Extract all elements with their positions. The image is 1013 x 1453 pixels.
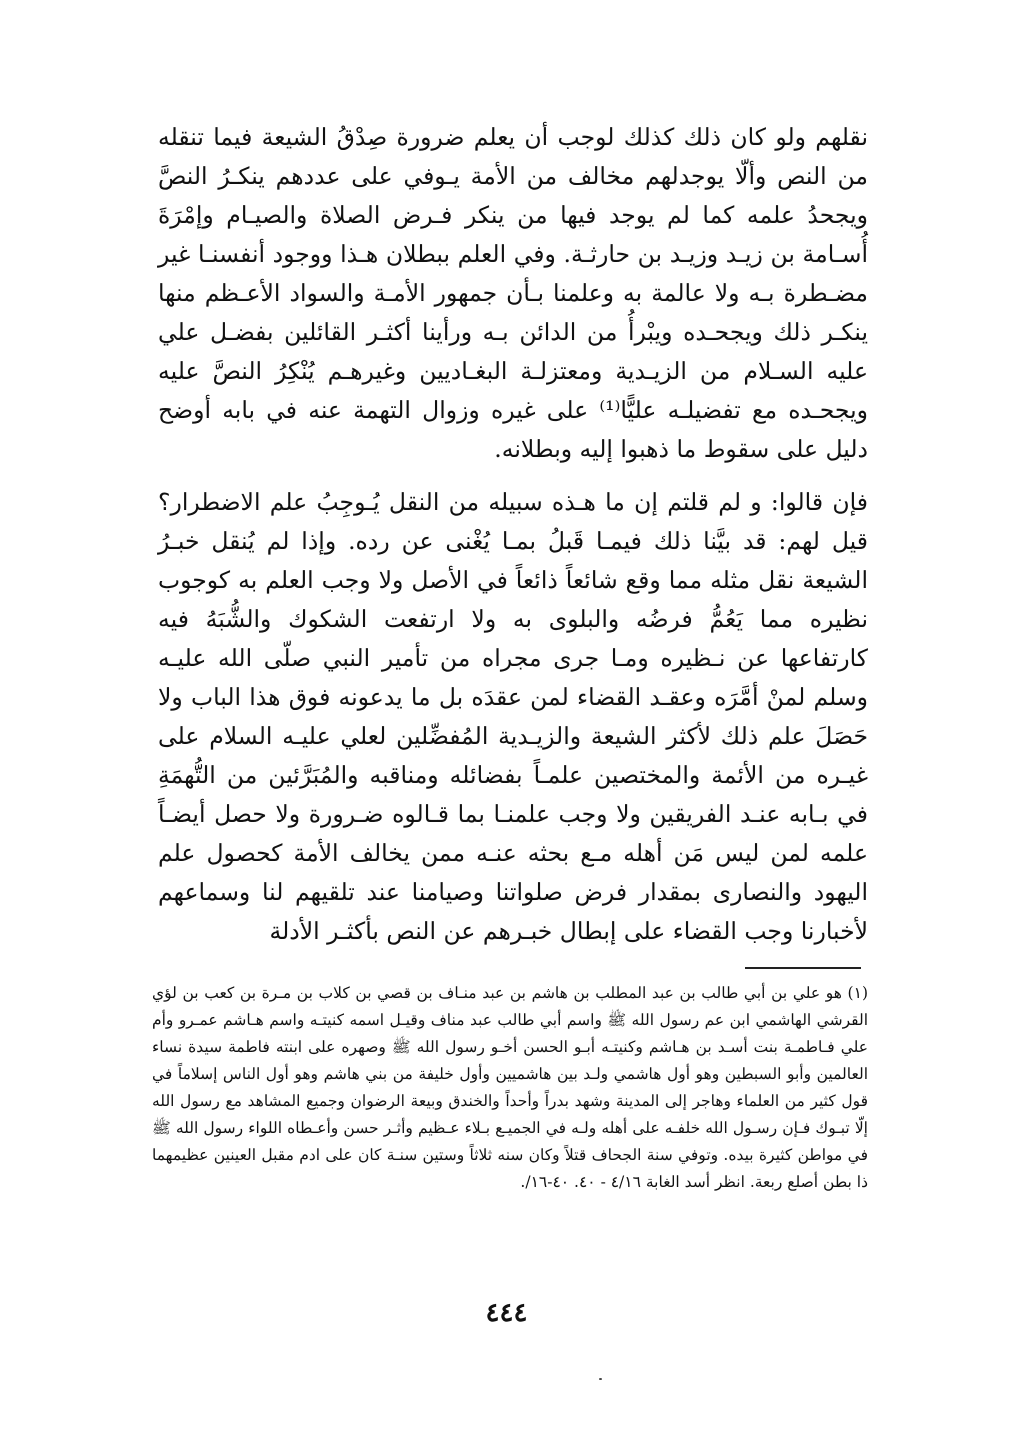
paragraph-2: فإن قالوا: و لم قلتم إن ما هـذه سبيله من النقل يُـوجِبُ علم الاضطرار؟ قيل لهم: قد بيَّنا ذلك فيمـا قَبلُ بمـا يُغْنى عن رده. وإذا لم يُنقل خبـرُ الشيعة نقل مثله مما وقع شائعاً ذائعاً في الأصل ولا وجب العلم به كوجوب نظيره مما يَعُمُّ فرضُه والبلوى به ولا ارتفعت الشكوك والشُّبَهُ فيه كارتفاعها عن نـظيره ومـا جرى مجراه من تأمير النبي صلّى الله عليـه وسلم لمنْ أمَّرَه وعقـد القضاء لمن عقدَه بل ما يدعونه فوق هذا الباب ولا حَصَلَ علم ذلك لأكثر الشيعة والزيـدية المُفضِّلين لعلي عليـه السلام على غيـره من الأئمة والمختصين علمـاً بفضائله ومناقبه والمُبَرَّئين من التُّهمَةِ في بـابه عنـد الفريقين ولا وجب علمنـا بما قـالوه ضـرورة ولا حصل أيضـاً علمه لمن ليس مَن أهله مـع بحثه عنـه ممن يخالف الأمة كحصول علم اليهود والنصارى بمقدار فرض صلواتنا وصيامنا عند تلقيهم لنا وسماعهم لأخبارنا وجب القضاء على إبطال خبـرهم عن النص بأكثـر الأدلة [158, 488, 868, 945]
page-number: ٤٤٤ [485, 1298, 528, 1328]
footnote-1: (١) هو علي بن أبي طالب بن عبد المطلب بن هاشم بن عبد منـاف بن قصي بن كلاب بن مـرة بن كعب بن لؤي القرشي الهاشمي ابن عم رسول الله ﷺ واسم أبي طالب عبد مناف وقيـل اسمه كنيتـه واسم هـاشم عمـرو وأم علي فـاطمـة بنت أسـد بن هـاشم وكنيتـه أبـو الحسن أخـو رسول الله ﷺ وصهره على ابنته فاطمة سيدة نساء العالمين وأبو السبطين وهو أول هاشمي ولـد بين هاشميين وأول خليفة من بني هاشم وهو أول الناس إسلاماً في قول كثير من العلماء وهاجر إلى المدينة وشهد بدراً وأحداً والخندق وبيعة الرضوان وجميع المشاهد مع رسول الله إلّا تبـوك فـإن رسـول الله خلفـه على أهله ولـه في الجميـع بـلاء عـظيم وأثـر حسن وأعـطاه اللواء رسول الله ﷺ في مواطن كثيرة بيده. وتوفي سنة الجحاف قتلاً وكان سنه ثلاثاً وستين سنـة كان على ادم مقبل العينين عظيمهما ذا بطن أصلع ربعة. انظر أسد الغابة ٤/١٦ - ٤٠. ٤٠-١٦/. [152, 984, 868, 1191]
paragraph-1: نقلهم ولو كان ذلك كذلك لوجب أن يعلم ضرورة صِدْقُ الشيعة فيما تنقله من النص وألّا يوجدلهم مخالف من الأمة يـوفي على عددهم ينكـرُ النصَّ ويجحدُ علمه كما لم يوجد فيها من ينكر فـرض الصلاة والصيـام وإمْرَةَ أُسـامة بن زيـد وزيـد بن حارثـة. وفي العلم ببطلان هـذا ووجود أنفسنـا غير مضـطرة بـه ولا عالمة به وعلمنا بـأن جمهور الأمـة والسواد الأعـظم منها ينكـر ذلك ويجحـده ويبْرأُ من الدائن بـه ورأينا أكثـر القائلين بفضـل علي عليه السـلام من الزيـدية ومعتزلـة البغـاديين وغيرهـم يُنْكِرُ النصَّ عليه ويجحـده مع تفضيلـه عليًّا⁽¹⁾ على غيره وزوال التهمة عنه في بابه أوضح دليل على سقوط ما ذهبوا إليه وبطلانه. [158, 123, 868, 463]
footnote-separator [745, 967, 861, 969]
scan-speck-mark [599, 1378, 602, 1380]
main-text-body [158, 118, 868, 951]
